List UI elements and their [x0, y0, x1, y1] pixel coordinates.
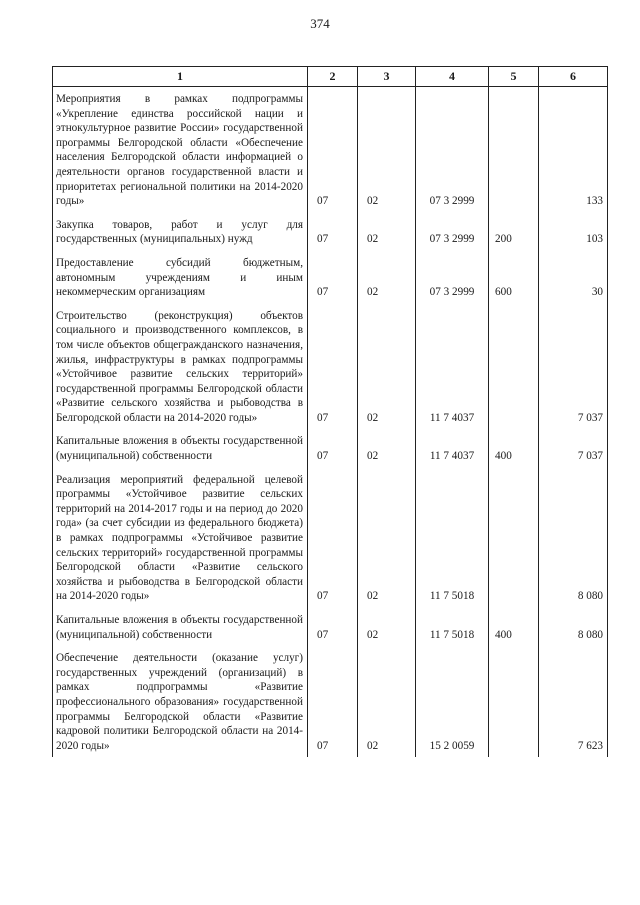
- row-target-article: 11 7 5018: [416, 608, 489, 646]
- row-expense-type: 400: [489, 608, 539, 646]
- table-row: [53, 429, 608, 467]
- row-name: Мероприятия в рамках подпрограммы «Укрепление единства российской нации и этнокультурное развитие России» государственной программы Белгородской области «Обеспечение населения Белгородской области информацией о деятельности органов государственной власти и приоритетах региональной политики на 2014-2020 годы»: [53, 87, 308, 213]
- row-section: 07: [308, 213, 358, 251]
- row-section: 07: [308, 251, 358, 304]
- row-subsection: 02: [358, 429, 416, 467]
- row-subsection: 02: [358, 87, 416, 213]
- row-target-article: 07 3 2999: [416, 251, 489, 304]
- row-target-article: 07 3 2999: [416, 87, 489, 213]
- row-amount: 7 037: [539, 429, 608, 467]
- row-expense-type: 400: [489, 429, 539, 467]
- table-row: [53, 468, 608, 608]
- table-row: [53, 87, 608, 213]
- table-header-row: [53, 67, 608, 87]
- row-expense-type: [489, 468, 539, 608]
- column-header-section: 2: [308, 67, 358, 87]
- row-target-article: 11 7 4037: [416, 429, 489, 467]
- row-section: 07: [308, 468, 358, 608]
- row-name: Закупка товаров, работ и услуг для государственных (муниципальных) нужд: [53, 213, 308, 251]
- row-section: 07: [308, 429, 358, 467]
- row-name: Строительство (реконструкция) объектов социального и производственного комплексов, в том числе объектов общегражданского назначения, жилья, инфраструктуры в рамках подпрограммы «Устойчивое развитие сельских территорий» государственной программы Белгородской области «Развитие сельского хозяйства и рыбоводства в Белгородской области на 2014-2020 годы»: [53, 304, 308, 430]
- row-target-article: 15 2 0059: [416, 646, 489, 757]
- row-expense-type: [489, 304, 539, 430]
- column-header-name: 1: [53, 67, 308, 87]
- row-target-article: 07 3 2999: [416, 213, 489, 251]
- row-subsection: 02: [358, 251, 416, 304]
- row-section: 07: [308, 87, 358, 213]
- row-expense-type: 200: [489, 213, 539, 251]
- table-row: [53, 251, 608, 304]
- row-amount: 7 037: [539, 304, 608, 430]
- row-name: Предоставление субсидий бюджетным, автономным учреждениям и иным некоммерческим организациям: [53, 251, 308, 304]
- row-amount: 8 080: [539, 468, 608, 608]
- table-row: [53, 646, 608, 757]
- budget-table: [52, 66, 608, 757]
- row-subsection: 02: [358, 646, 416, 757]
- column-header-amount: 6: [539, 67, 608, 87]
- page-number: 374: [310, 16, 330, 31]
- row-name: Реализация мероприятий федеральной целевой программы «Устойчивое развитие сельских территорий на 2014-2017 годы и на период до 2020 года» (за счет субсидии из федерального бюджета) в рамках подпрограммы «Устойчивое развитие сельских территорий» государственной программы Белгородской области «Развитие сельского хозяйства и рыбоводства в Белгородской области на 2014-2020 годы»: [53, 468, 308, 608]
- row-amount: 133: [539, 87, 608, 213]
- row-subsection: 02: [358, 608, 416, 646]
- row-subsection: 02: [358, 304, 416, 430]
- row-subsection: 02: [358, 468, 416, 608]
- table-row: [53, 213, 608, 251]
- table-row: [53, 608, 608, 646]
- column-header-subsection: 3: [358, 67, 416, 87]
- row-section: 07: [308, 608, 358, 646]
- table-row: [53, 304, 608, 430]
- row-expense-type: [489, 87, 539, 213]
- row-name: Капитальные вложения в объекты государственной (муниципальной) собственности: [53, 429, 308, 467]
- row-expense-type: 600: [489, 251, 539, 304]
- column-header-expense-type: 5: [489, 67, 539, 87]
- row-amount: 8 080: [539, 608, 608, 646]
- row-subsection: 02: [358, 213, 416, 251]
- row-amount: 7 623: [539, 646, 608, 757]
- row-name: Капитальные вложения в объекты государственной (муниципальной) собственности: [53, 608, 308, 646]
- row-amount: 30: [539, 251, 608, 304]
- row-section: 07: [308, 646, 358, 757]
- row-amount: 103: [539, 213, 608, 251]
- row-target-article: 11 7 4037: [416, 304, 489, 430]
- column-header-target-article: 4: [416, 67, 489, 87]
- row-section: 07: [308, 304, 358, 430]
- row-target-article: 11 7 5018: [416, 468, 489, 608]
- row-name: Обеспечение деятельности (оказание услуг) государственных учреждений (организаций) в рамках подпрограммы «Развитие профессионального образования» государственной программы Белгородской области «Развитие кадровой политики Белгородской области на 2014-2020 годы»: [53, 646, 308, 757]
- budget-table-container: [52, 66, 607, 757]
- row-expense-type: [489, 646, 539, 757]
